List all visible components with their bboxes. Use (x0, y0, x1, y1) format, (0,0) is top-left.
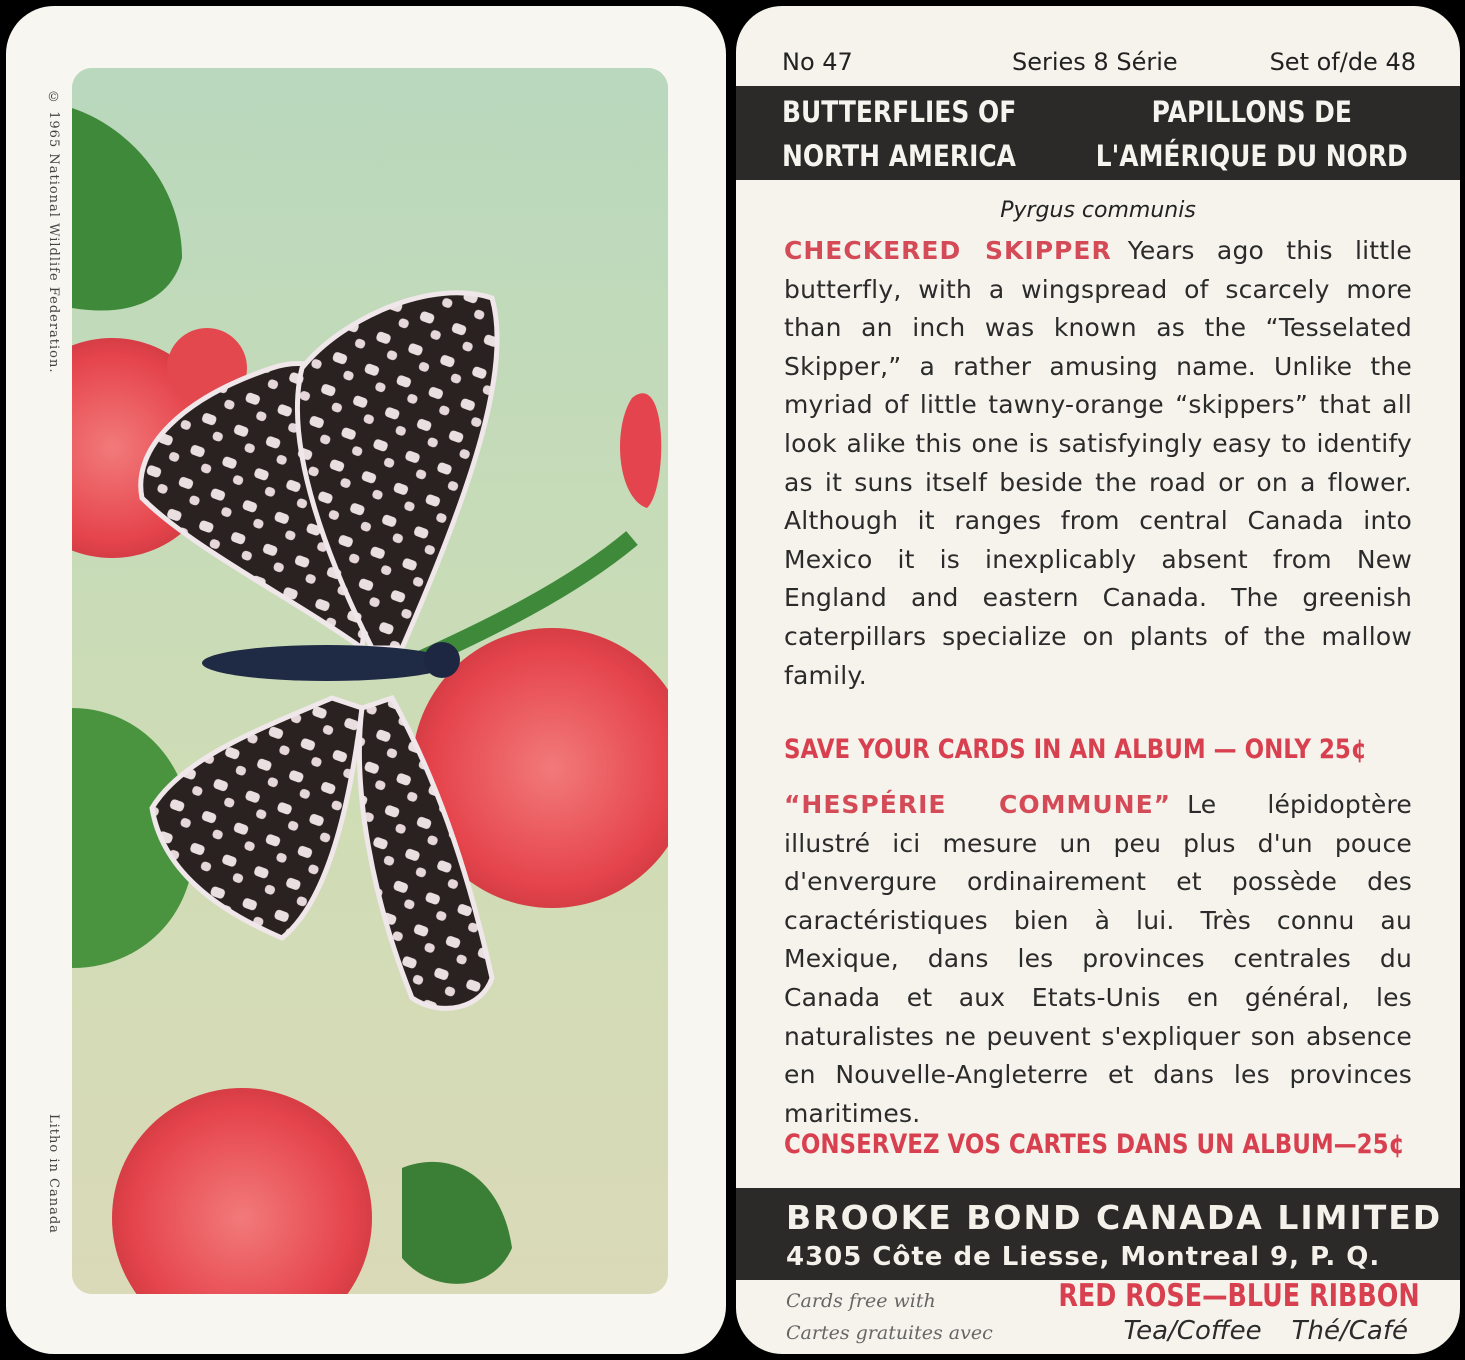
title-french (1096, 90, 1408, 178)
tea-coffee-english: Tea/Coffee (1123, 1316, 1262, 1346)
tea-coffee-line (1093, 1316, 1408, 1346)
common-name-french: “HESPÉRIE COMMUNE” (784, 790, 1172, 819)
scientific-name: Pyrgus communis (1000, 198, 1196, 223)
title-english-line2: NORTH AMERICA (782, 139, 1016, 173)
album-promo-french: CONSERVEZ VOS CARTES DANS UN ALBUM—25¢ (784, 1129, 1405, 1160)
title-french-line1: PAPILLONS DE (1151, 95, 1353, 129)
butterfly-illustration (72, 68, 668, 1294)
card-header-line (782, 48, 1416, 80)
company-address: 4305 Côte de Liesse, Montreal 9, P. Q. (786, 1242, 1381, 1272)
card-back (736, 6, 1460, 1354)
card-front (6, 6, 726, 1354)
body-english: Years ago this little butterfly, with a wingspread of scarcely more than an inch was known as the “Tesselated Skipper,” a rather amusing name. Unlike the myriad of little tawny-orange “skippers” that all look alike this one is satisfyingly easy to identify as it suns itself beside the road or on a flower. Although it ranges from central Canada into Mexico it is inexplicably absent from New England and eastern Canada. The greenish caterpillars specialize on plants of the mallow family. (784, 236, 1412, 690)
butterfly-body (202, 645, 452, 681)
company-band (736, 1188, 1460, 1280)
title-band (736, 86, 1460, 180)
litho-text: Litho in Canada (46, 1114, 61, 1234)
cards-free-french: Cartes gratuites avec (786, 1322, 993, 1344)
set-label: Set of/de 48 (1269, 48, 1416, 76)
title-french-line2: L'AMÉRIQUE DU NORD (1096, 139, 1408, 173)
body-french: Le lépidoptère illustré ici mesure un peu plus d'un pouce d'envergure ordinairement et possède des caractéristiques bien à lui. Très connu au Mexique, dans les provinces centrales du Canada et aux Etats-Unis en général, les naturalistes ne peuvent s'expliquer son absence en Nouvelle-Angleterre et dans les provinces maritimes. (784, 790, 1412, 1128)
company-name: BROOKE BOND CANADA LIMITED (786, 1198, 1443, 1237)
title-english (782, 90, 1016, 178)
description-english (784, 232, 1412, 695)
album-promo-english: SAVE YOUR CARDS IN AN ALBUM — ONLY 25¢ (784, 734, 1367, 765)
title-english-line1: BUTTERFLIES OF (782, 95, 1017, 129)
copyright-text: © 1965 National Wildlife Federation. (46, 90, 61, 374)
common-name-english: CHECKERED SKIPPER (784, 236, 1112, 265)
brand-names: RED ROSE—BLUE RIBBON (1058, 1278, 1420, 1314)
tea-coffee-french: Thé/Café (1291, 1316, 1408, 1346)
description-french (784, 786, 1412, 1133)
series-label: Series 8 Série (1012, 48, 1178, 76)
card-number: No 47 (782, 48, 853, 76)
cards-free-english: Cards free with (786, 1290, 936, 1312)
